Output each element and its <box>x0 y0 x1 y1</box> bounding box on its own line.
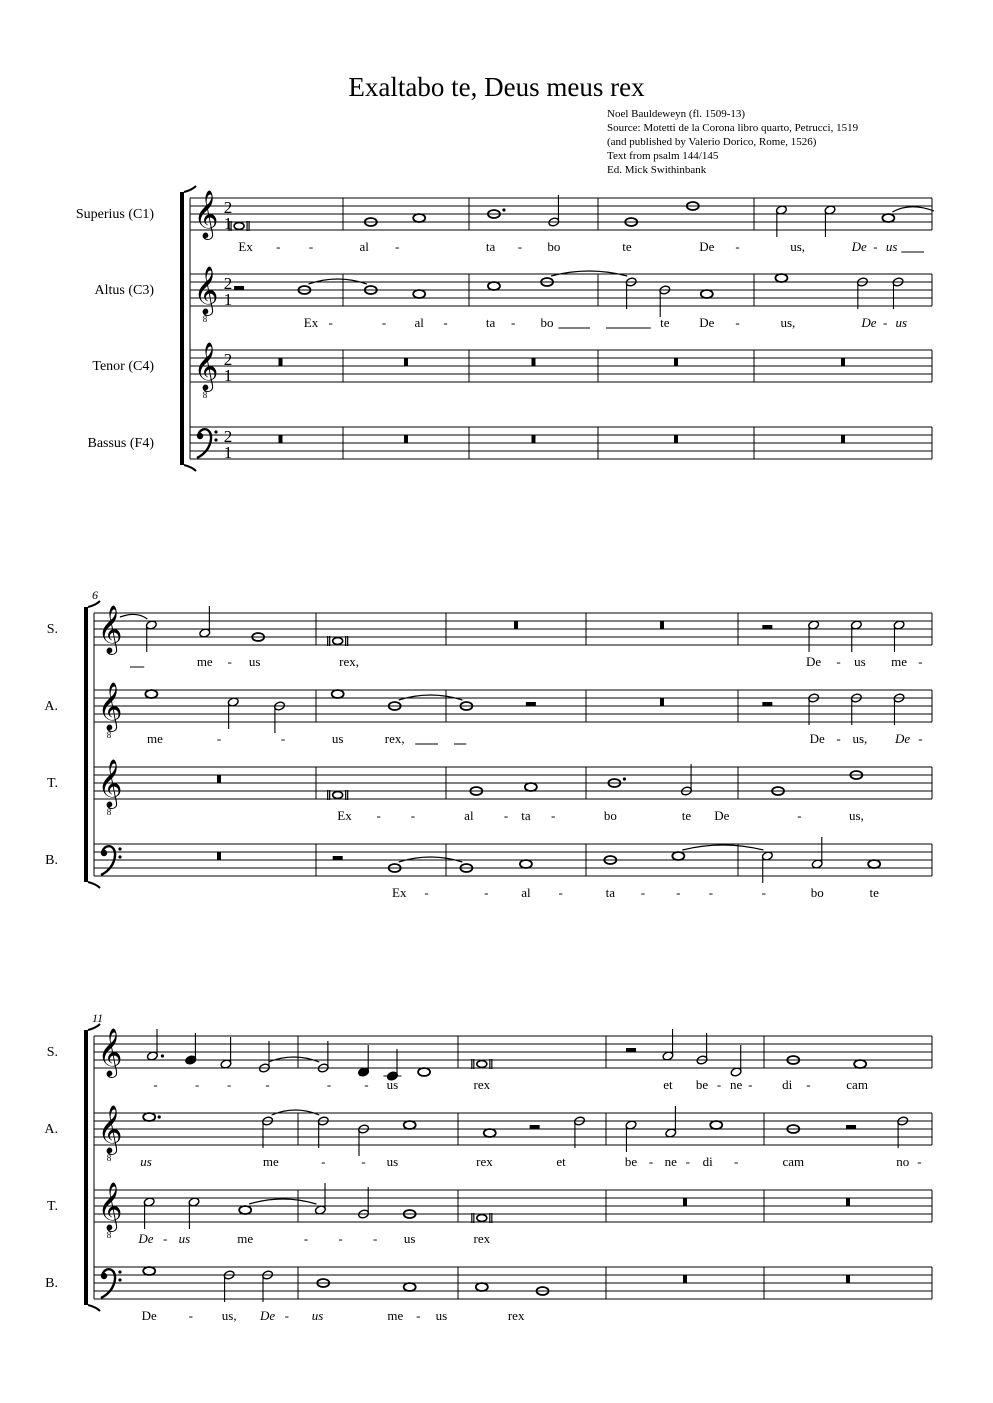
crotchet-note <box>185 1033 197 1065</box>
lyric-hyphen: - <box>227 654 232 669</box>
staff-altus <box>95 266 933 330</box>
part-name-bassus: B. <box>45 853 58 868</box>
octave-8-mark: 8 <box>106 807 112 817</box>
staff-bassus <box>45 1267 932 1323</box>
lyric-hyphen: - <box>503 808 509 823</box>
lyric-syllable: me <box>196 654 213 669</box>
semibreve-note <box>854 1060 866 1068</box>
treble-clef-glyph: 𝄞 <box>97 1107 123 1153</box>
lyric-hyphen: - <box>484 885 489 900</box>
lyric-hyphen: - <box>280 731 286 746</box>
time-signature <box>224 274 233 309</box>
lyric-syllable: ne <box>664 1154 677 1169</box>
lyric-hyphen: - <box>735 315 740 330</box>
lyric-syllable: De <box>699 315 715 330</box>
lyric-hyphen: - <box>284 1308 289 1323</box>
semibreve-note <box>476 1283 488 1291</box>
lyric-hyphen: - <box>188 1308 193 1323</box>
lyric-syllable: ta <box>521 808 531 823</box>
time-sig-bottom: 1 <box>223 366 233 385</box>
lyric-hyphen: - <box>308 239 314 254</box>
system-1 <box>76 186 934 471</box>
treble-8vb-clef-icon <box>98 759 123 817</box>
breve-rest <box>841 435 845 443</box>
lyric-hyphen: - <box>836 731 841 746</box>
system-3 <box>44 1011 932 1323</box>
staff-bassus <box>87 427 932 462</box>
lyric-syllable: rex <box>473 1231 491 1246</box>
augmentation-dot <box>158 1115 161 1118</box>
time-sig-bottom: 1 <box>223 290 233 309</box>
semibreve-note <box>413 290 425 298</box>
semibreve-note <box>701 290 713 298</box>
minim-note <box>188 1197 200 1229</box>
lyric-syllable: rex <box>507 1308 525 1323</box>
semibreve-note <box>413 214 425 222</box>
bass-clef-icon <box>101 846 122 875</box>
lyric-syllable: us <box>386 1154 399 1169</box>
lyric-syllable: us <box>854 654 866 669</box>
staff-altus <box>44 682 932 746</box>
lyric-hyphen: - <box>443 315 448 330</box>
breve-rest <box>404 435 408 443</box>
treble-clef-glyph: 𝄞 <box>193 192 219 238</box>
staff-tenor <box>47 1182 932 1246</box>
lyric-syllable: ta <box>485 315 496 330</box>
lyric-syllable: us <box>885 239 898 254</box>
lyric-hyphen: - <box>424 885 429 900</box>
bracket-bottom-hook <box>88 1305 100 1311</box>
breve-rest <box>279 435 283 443</box>
part-name-superius: Superius (C1) <box>75 207 154 222</box>
staff-altus <box>44 1105 932 1169</box>
semibreve-note <box>868 860 880 868</box>
lyric-syllable: et <box>663 1077 673 1092</box>
breve-rest <box>841 358 845 366</box>
lyric-hyphen: - <box>372 1231 378 1246</box>
lyric-syllable: us <box>403 1231 416 1246</box>
lyric-hyphen: - <box>797 808 802 823</box>
lyric-hyphen: - <box>551 808 556 823</box>
time-sig-top: 2 <box>223 274 233 293</box>
semibreve-note <box>332 690 344 698</box>
part-name-tenor: T. <box>46 776 58 791</box>
lyric-syllable: rex, <box>339 654 360 669</box>
minim-rest <box>762 702 772 706</box>
bass-clef-icon <box>101 1269 122 1298</box>
lyric-syllable: al <box>359 239 369 254</box>
credit-publisher: (and published by Valerio Dorico, Rome, 1526) <box>607 136 817 148</box>
score-title: Exaltabo te, Deus meus rex <box>348 72 645 102</box>
treble-8vb-clef-icon <box>98 1182 123 1240</box>
lyric-hyphen: - <box>303 1231 309 1246</box>
lyric-hyphen: - <box>361 1154 366 1169</box>
treble-8vb-clef-icon <box>98 682 123 740</box>
lyric-hyphen: - <box>265 1077 270 1092</box>
measure-number: 6 <box>92 588 98 602</box>
lyric-syllable: us <box>386 1077 399 1092</box>
semibreve-note <box>418 1068 430 1076</box>
breve-rest <box>674 435 678 443</box>
lyric-hyphen: - <box>873 239 878 254</box>
lyric-syllable: us <box>178 1231 191 1246</box>
part-name-superius: S. <box>46 1045 58 1060</box>
minim-note <box>143 1197 155 1229</box>
tie <box>682 845 763 850</box>
part-name-superius: S. <box>46 622 58 637</box>
minim-rest <box>234 286 244 290</box>
bracket-bottom-hook <box>88 882 100 888</box>
minim-note <box>227 697 239 729</box>
part-name-altus: A. <box>44 1122 58 1137</box>
semibreve-note <box>525 783 537 791</box>
staff-tenor <box>47 759 932 823</box>
lyric-hyphen: - <box>395 239 400 254</box>
lyric-syllable: te <box>660 315 670 330</box>
augmentation-dot <box>502 208 505 211</box>
lyric-syllable: me <box>262 1154 279 1169</box>
treble-clef-glyph: 𝄞 <box>193 344 219 390</box>
tie <box>308 279 366 284</box>
minim-note <box>314 1183 326 1215</box>
minim-note <box>146 1029 158 1061</box>
octave-8-mark: 8 <box>202 390 208 400</box>
lyric-syllable: me <box>387 1308 404 1323</box>
lyric-syllable: al <box>414 315 424 330</box>
lyric-syllable: us, <box>852 731 868 746</box>
lyric-hyphen: - <box>216 731 222 746</box>
bracket-bottom-hook <box>184 465 196 471</box>
tie <box>551 271 627 276</box>
semibreve-note <box>488 282 500 290</box>
lyric-hyphen: - <box>510 315 516 330</box>
treble-clef-glyph: 𝄞 <box>193 268 219 314</box>
lyric-hyphen: - <box>836 654 841 669</box>
treble-8vb-clef-icon <box>98 1105 123 1163</box>
lyric-syllable: bo <box>547 239 561 254</box>
lyric-syllable: cam <box>846 1077 868 1092</box>
lyric-syllable: us, <box>780 315 796 330</box>
minim-note <box>893 620 905 652</box>
tie <box>268 1057 319 1062</box>
breve-rest <box>846 1275 850 1283</box>
treble-clef-icon <box>194 190 219 240</box>
semibreve-note <box>775 274 787 282</box>
lyric-syllable: te <box>869 885 879 900</box>
breve-rest <box>514 621 518 629</box>
lyric-syllable: no <box>896 1154 910 1169</box>
treble-clef-icon <box>98 605 123 655</box>
lyric-syllable: De <box>260 1308 276 1323</box>
breve-rest <box>217 852 221 860</box>
lyric-syllable: us, <box>790 239 806 254</box>
lyric-hyphen: - <box>338 1231 343 1246</box>
part-name-bassus: B. <box>45 1276 58 1291</box>
tie-continues <box>892 207 934 212</box>
breve-rest <box>683 1275 687 1283</box>
lyric-syllable: us <box>435 1308 448 1323</box>
lyric-syllable: us <box>311 1308 324 1323</box>
time-sig-bottom: 1 <box>223 214 233 233</box>
part-name-tenor: T. <box>46 1199 58 1214</box>
tie-continued <box>120 614 147 619</box>
lyric-syllable: be <box>624 1154 638 1169</box>
measure-number: 11 <box>92 1011 104 1025</box>
octave-8-mark: 8 <box>106 730 112 740</box>
lyric-syllable: te <box>622 239 632 254</box>
tie <box>399 857 463 862</box>
lyric-syllable: us <box>140 1154 152 1169</box>
lyric-hyphen: - <box>163 1231 168 1246</box>
breve-note <box>328 636 348 646</box>
treble-clef-glyph: 𝄞 <box>97 684 123 730</box>
treble-clef-glyph: 𝄞 <box>97 761 123 807</box>
minim-note <box>220 1037 232 1069</box>
breve-rest <box>683 1198 687 1206</box>
augmentation-dot <box>623 777 626 780</box>
lyric-hyphen: - <box>321 1154 326 1169</box>
credit-text-source: Text from psalm 144/145 <box>607 150 719 162</box>
lyric-syllable: di <box>702 1154 713 1169</box>
lyric-syllable: De <box>138 1231 154 1246</box>
tie <box>272 1110 320 1115</box>
lyric-hyphen: - <box>558 885 563 900</box>
breve-rest <box>660 698 664 706</box>
lyric-syllable: ta <box>485 239 496 254</box>
minim-note <box>145 620 157 652</box>
minim-note <box>811 837 823 869</box>
lyric-hyphen: - <box>748 1077 753 1092</box>
lyric-syllable: De <box>895 731 911 746</box>
breve-note <box>328 790 348 800</box>
part-name-bassus: Bassus (F4) <box>87 436 154 451</box>
minim-note <box>808 620 820 652</box>
lyric-hyphen: - <box>410 808 416 823</box>
lyric-hyphen: - <box>227 1077 232 1092</box>
semibreve-note <box>520 860 532 868</box>
octave-8-mark: 8 <box>106 1230 112 1240</box>
lyric-hyphen: - <box>648 1154 654 1169</box>
treble-clef-glyph: 𝄞 <box>97 1184 123 1230</box>
breve-rest <box>532 358 536 366</box>
system-bracket <box>84 607 88 882</box>
semibreve-note <box>143 1113 155 1121</box>
treble-clef-glyph: 𝄞 <box>97 607 123 653</box>
breve-rest <box>217 775 221 783</box>
tie <box>399 695 463 700</box>
lyric-hyphen: - <box>517 239 523 254</box>
lyric-syllable: Ex <box>238 239 253 254</box>
breve-rest <box>660 621 664 629</box>
system-bracket <box>84 1030 88 1305</box>
lyric-syllable: De <box>809 731 825 746</box>
staff-bassus <box>45 837 932 900</box>
augmentation-dot <box>161 1054 164 1057</box>
system-2 <box>44 588 932 900</box>
time-sig-top: 2 <box>223 198 233 217</box>
lyric-syllable: us <box>331 731 344 746</box>
part-name-tenor: Tenor (C4) <box>92 359 154 374</box>
breve-rest <box>279 358 283 366</box>
lyric-syllable: bo <box>603 808 617 823</box>
lyric-syllable: rex, <box>384 731 405 746</box>
lyric-hyphen: - <box>806 1077 811 1092</box>
lyric-hyphen: - <box>328 315 333 330</box>
breve-rest <box>846 1198 850 1206</box>
lyric-syllable: me <box>237 1231 254 1246</box>
breve-note <box>472 1213 492 1223</box>
lyric-syllable: al <box>521 885 531 900</box>
part-name-altus: A. <box>44 699 58 714</box>
lyric-hyphen: - <box>676 885 681 900</box>
lyric-syllable: De <box>851 239 867 254</box>
lyric-syllable: ne <box>729 1077 743 1092</box>
lyric-syllable: De <box>699 239 715 254</box>
time-signature <box>224 427 233 462</box>
minim-rest <box>626 1048 636 1052</box>
lyric-syllable: Ex <box>337 808 352 823</box>
lyric-hyphen: - <box>733 1154 739 1169</box>
lyric-hyphen: - <box>195 1077 200 1092</box>
lyric-hyphen: - <box>364 1077 369 1092</box>
lyric-hyphen: - <box>882 315 888 330</box>
credit-editor: Ed. Mick Swithinbank <box>607 164 707 176</box>
lyric-hyphen: - <box>376 808 381 823</box>
time-sig-bottom: 1 <box>223 443 233 462</box>
lyric-syllable: rex <box>476 1154 493 1169</box>
credit-source: Source: Motetti de la Corona libro quarto, Petrucci, 1519 <box>607 122 859 134</box>
lyric-hyphen: - <box>640 885 646 900</box>
breve-note <box>472 1059 492 1069</box>
semibreve-note <box>404 1283 416 1291</box>
lyric-hyphen: - <box>381 315 387 330</box>
lyric-syllable: cam <box>782 1154 805 1169</box>
minim-rest <box>846 1125 856 1129</box>
lyric-hyphen: - <box>918 731 923 746</box>
minim-note <box>625 1120 637 1152</box>
semibreve-note <box>143 1267 155 1275</box>
staff-tenor <box>92 342 932 400</box>
minim-rest <box>526 702 536 706</box>
semibreve-note <box>404 1121 416 1129</box>
lyric-syllable: us <box>895 315 908 330</box>
lyric-hyphen: - <box>708 885 714 900</box>
lyric-syllable: ta <box>605 885 616 900</box>
minim-rest <box>762 625 772 629</box>
breve-rest <box>404 358 408 366</box>
lyric-syllable: me <box>891 654 908 669</box>
minim-note <box>730 1045 742 1077</box>
lyric-syllable: De <box>806 654 822 669</box>
lyric-hyphen: - <box>276 239 281 254</box>
lyric-hyphen: - <box>735 239 740 254</box>
time-signature <box>224 350 233 385</box>
staff-superius <box>76 190 934 254</box>
breve-rest <box>532 435 536 443</box>
time-sig-top: 2 <box>223 350 233 369</box>
semibreve-note <box>145 690 157 698</box>
semibreve-note <box>239 1206 251 1214</box>
semibreve-note <box>672 852 684 860</box>
tie <box>249 1199 316 1204</box>
lyric-syllable: us <box>248 654 261 669</box>
staff-superius <box>47 605 932 669</box>
minim-note <box>665 1106 677 1138</box>
lyric-syllable: Ex <box>303 315 319 330</box>
lyric-hyphen: - <box>918 654 923 669</box>
lyric-syllable: bo <box>540 315 554 330</box>
lyric-syllable: us, <box>221 1308 237 1323</box>
treble-clef-glyph: 𝄞 <box>97 1030 123 1076</box>
system-bracket <box>180 192 184 465</box>
time-sig-top: 2 <box>223 427 233 446</box>
octave-8-mark: 8 <box>106 1153 112 1163</box>
lyric-syllable: be <box>695 1077 709 1092</box>
semibreve-note <box>484 1129 496 1137</box>
treble-clef-icon <box>98 1028 123 1078</box>
minim-note <box>824 205 836 237</box>
crotchet-note <box>358 1045 370 1077</box>
minim-note <box>662 1029 674 1061</box>
minim-rest <box>333 856 343 860</box>
lyric-hyphen: - <box>326 1077 332 1092</box>
lyric-syllable: Ex <box>392 885 407 900</box>
lyric-syllable: te <box>681 808 692 823</box>
lyric-syllable: al <box>464 808 474 823</box>
treble-8vb-clef-icon <box>194 342 219 400</box>
lyric-syllable: us, <box>848 808 864 823</box>
lyric-syllable: rex <box>473 1077 491 1092</box>
lyric-hyphen: - <box>917 1154 922 1169</box>
treble-8vb-clef-icon <box>194 266 219 324</box>
part-name-altus: Altus (C3) <box>94 283 154 298</box>
octave-8-mark: 8 <box>202 314 208 324</box>
minim-note <box>776 205 788 237</box>
lyric-hyphen: - <box>416 1308 421 1323</box>
lyric-syllable: De <box>141 1308 157 1323</box>
lyric-hyphen: - <box>153 1077 158 1092</box>
lyric-hyphen: - <box>685 1154 691 1169</box>
minim-note <box>761 851 773 883</box>
semibreve-note <box>710 1121 722 1129</box>
bass-clef-icon <box>197 429 218 458</box>
lyric-hyphen: - <box>761 885 766 900</box>
credit-composer: Noel Bauldeweyn (fl. 1509-13) <box>607 108 746 120</box>
lyric-syllable: De <box>861 315 877 330</box>
staff-superius <box>47 1028 932 1092</box>
lyric-syllable: di <box>782 1077 793 1092</box>
semibreve-note <box>882 214 894 222</box>
lyric-syllable: De <box>714 808 730 823</box>
breve-rest <box>674 358 678 366</box>
lyric-syllable: et <box>556 1154 566 1169</box>
lyric-syllable: me <box>146 731 163 746</box>
minim-rest <box>530 1125 540 1129</box>
minim-note <box>199 606 211 638</box>
lyric-syllable: bo <box>810 885 824 900</box>
minim-note <box>850 620 862 652</box>
lyric-hyphen: - <box>716 1077 722 1092</box>
